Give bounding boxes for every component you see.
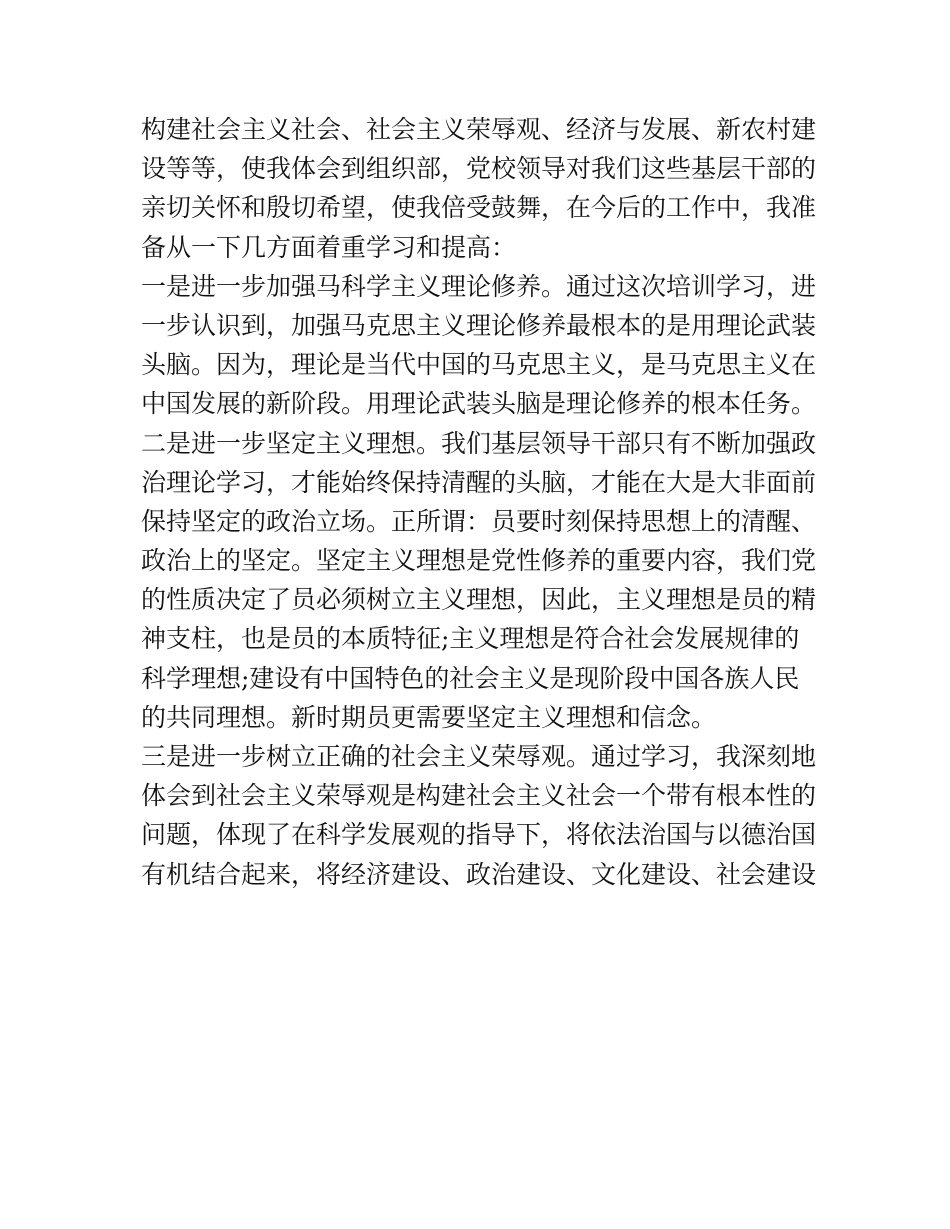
text-line: 一步认识到，加强马克思主义理论修养最根本的是用理论武装 bbox=[141, 310, 817, 340]
text-line: 设等等，使我体会到组织部，党校领导对我们这些基层干部的 bbox=[141, 154, 817, 184]
text-line: 一是进一步加强马科学主义理论修养。通过这次培训学习，进 bbox=[141, 271, 817, 301]
text-line: 构建社会主义社会、社会主义荣辱观、经济与发展、新农村建 bbox=[141, 115, 817, 144]
text-line: 体会到社会主义荣辱观是构建社会主义社会一个带有根本性的 bbox=[141, 781, 817, 811]
text-line: 的共同理想。新时期员更需要坚定主义理想和信念。 bbox=[141, 702, 717, 732]
text-line: 的性质决定了员必须树立主义理想，因此，主义理想是员的精 bbox=[141, 585, 817, 615]
text-line: 亲切关怀和殷切希望，使我倍受鼓舞，在今后的工作中，我准 bbox=[141, 193, 817, 223]
text-line: 有机结合起来，将经济建设、政治建设、文化建设、社会建设 bbox=[141, 859, 817, 889]
text-line: 治理论学习，才能始终保持清醒的头脑，才能在大是大非面前 bbox=[141, 467, 817, 497]
body-text bbox=[141, 110, 817, 894]
text-line: 问题，体现了在科学发展观的指导下，将依法治国与以德治国 bbox=[141, 820, 817, 850]
text-line: 神支柱，也是员的本质特征;主义理想是符合社会发展规律的 bbox=[141, 624, 800, 654]
text-line: 保持坚定的政治立场。正所谓：员要时刻保持思想上的清醒、 bbox=[141, 506, 817, 536]
text-line: 三是进一步树立正确的社会主义荣辱观。通过学习，我深刻地 bbox=[141, 742, 817, 771]
text-line: 政治上的坚定。坚定主义理想是党性修养的重要内容，我们党 bbox=[141, 546, 817, 576]
text-line: 中国发展的新阶段。用理论武装头脑是理论修养的根本任务。 bbox=[141, 389, 817, 419]
text-line: 二是进一步坚定主义理想。我们基层领导干部只有不断加强政 bbox=[141, 428, 817, 458]
text-line: 备从一下几方面着重学习和提高： bbox=[141, 232, 517, 262]
text-line: 头脑。因为，理论是当代中国的马克思主义，是马克思主义在 bbox=[141, 350, 817, 380]
text-line: 科学理想;建设有中国特色的社会主义是现阶段中国各族人民 bbox=[141, 663, 800, 693]
